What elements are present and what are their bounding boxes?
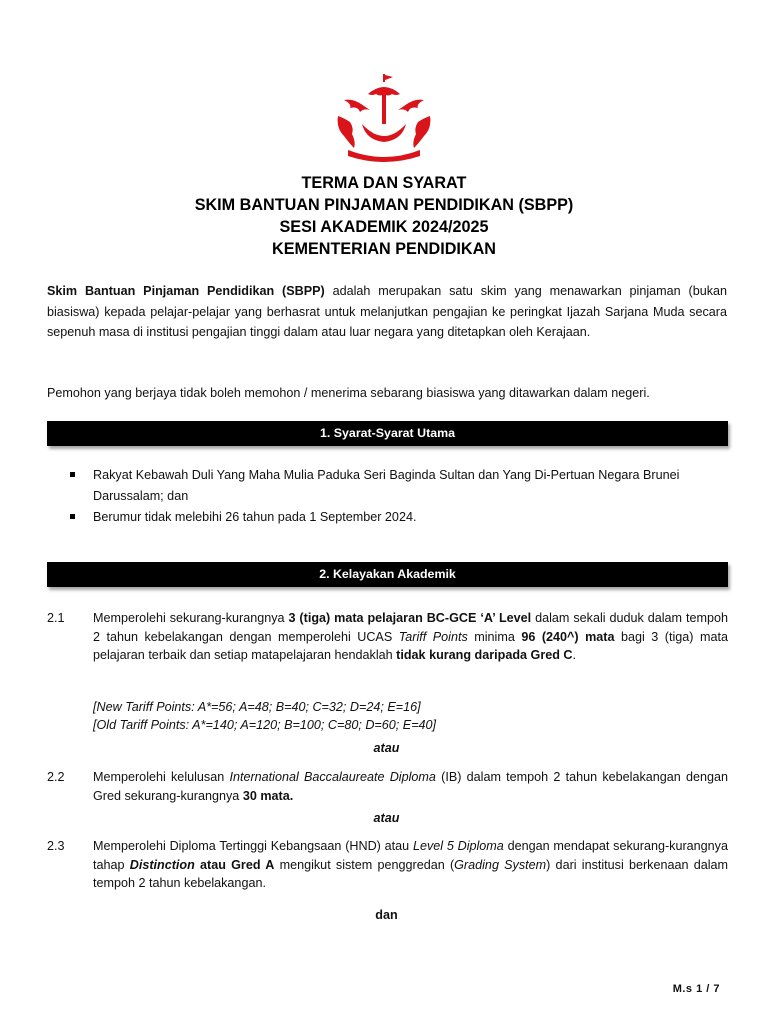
intro-body: adalah merupakan satu skim yang menawarkan pinjaman (bukan biasiswa) kepada pelajar-pelajar yang berhasrat untuk melanjutkan pengajian ke peringkat Ijazah Sarjana Muda secara sepenuh masa di institusi pengajian tinggi dalam atau luar negara yang ditetapkan oleh Kerajaan. — [47, 284, 728, 339]
title-line: KEMENTERIAN PENDIDIKAN — [272, 240, 496, 258]
list-item — [70, 507, 730, 528]
section-heading-syarat-utama: 1. Syarat-Syarat Utama — [47, 421, 728, 446]
page-number: M.s 1 / 7 — [672, 983, 720, 995]
item-text: Memperolehi kelulusan International Baccalaureate Diploma (IB) dalam tempoh 2 tahun kebelakangan dengan Gred sekurang-kurangnya 30 mata. — [93, 770, 729, 803]
item-number: 2.1 — [47, 611, 65, 625]
main-requirements-list — [70, 465, 730, 529]
conjunction-atau: atau — [373, 811, 400, 825]
conjunction-dan: dan — [375, 908, 398, 922]
list-item — [70, 465, 730, 506]
bullet-square-icon — [70, 514, 75, 519]
section-heading-kelayakan-akademik: 2. Kelayakan Akademik — [47, 562, 728, 587]
item-number: 2.2 — [47, 770, 65, 784]
title-line: SKIM BANTUAN PINJAMAN PENDIDIKAN (SBPP) — [194, 196, 574, 214]
title-line: SESI AKADEMIK 2024/2025 — [279, 218, 489, 236]
title-line: TERMA DAN SYARAT — [301, 174, 467, 192]
intro-lead: Skim Bantuan Pinjaman Pendidikan (SBPP) — [47, 284, 325, 298]
new-tariff-points: [New Tariff Points: A*=56; A=48; B=40; C=32; D=24; E=16] — [93, 700, 421, 714]
intro-paragraph — [47, 281, 727, 343]
requirement-item-2-1 — [47, 609, 728, 665]
item-text: Memperolehi sekurang-kurangnya 3 (tiga) mata pelajaran BC-GCE ‘A’ Level dalam sekali duduk dalam tempoh 2 tahun kebelakangan dengan memperolehi UCAS Tariff Points minima 96 (240^) mata bagi 3 (tiga) mata pelajaran terbaik dan setiap matapelajaran hendaklah tidak kurang daripada Gred C. — [93, 611, 728, 662]
item-number: 2.3 — [47, 839, 65, 853]
list-item-text: Berumur tidak melebihi 26 tahun pada 1 September 2024. — [93, 510, 417, 524]
bullet-square-icon — [70, 472, 75, 477]
tariff-points-note — [93, 698, 693, 734]
item-text: Memperolehi Diploma Tertinggi Kebangsaan (HND) atau Level 5 Diploma dengan mendapat sekurang-kurangnya tahap Distinction atau Gred A mengikut sistem penggredan (Grading System) dari institusi berkenaan dalam tempoh 2 tahun kebelakangan. — [93, 839, 729, 890]
conjunction-atau: atau — [373, 741, 400, 755]
scholarship-note: Pemohon yang berjaya tidak boleh memohon / menerima sebarang biasiswa yang ditawarkan dalam negeri. — [47, 386, 650, 400]
old-tariff-points: [Old Tariff Points: A*=140; A=120; B=100; C=80; D=60; E=40] — [93, 718, 437, 732]
brunei-coat-of-arms-icon — [330, 72, 438, 162]
requirement-item-2-3 — [47, 837, 728, 893]
document-title-block — [0, 172, 768, 260]
list-item-text: Rakyat Kebawah Duli Yang Maha Mulia Paduka Seri Baginda Sultan dan Yang Di-Pertuan Negara Brunei Darussalam; dan — [93, 468, 680, 503]
requirement-item-2-2 — [47, 768, 728, 805]
